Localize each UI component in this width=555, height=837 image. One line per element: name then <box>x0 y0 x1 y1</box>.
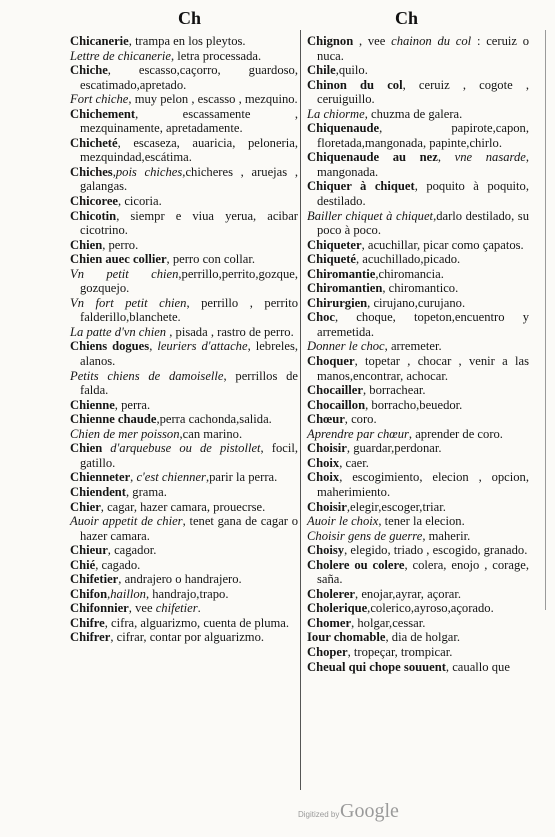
dictionary-entry <box>70 514 298 543</box>
dictionary-entry <box>70 441 298 470</box>
dictionary-entry <box>307 456 529 471</box>
dictionary-entry <box>70 630 298 645</box>
definition-text: , vee <box>353 34 392 48</box>
definition-text: ,colerico,ayroso,açorado. <box>367 601 494 616</box>
headword: Chiche <box>70 63 108 78</box>
dictionary-entry <box>70 616 298 631</box>
italic-phrase: chainon du col <box>391 34 472 48</box>
dictionary-entry <box>70 398 298 413</box>
headword: Choc <box>307 310 335 325</box>
dictionary-entry <box>70 107 298 136</box>
definition-text: . <box>197 601 201 616</box>
definition-text: , focil, gatillo. <box>80 441 298 470</box>
definition-text: , pisada , rastro de perro. <box>166 324 294 339</box>
definition-text: , aprender de coro. <box>408 426 503 441</box>
dictionary-entry <box>307 543 529 558</box>
dictionary-entry <box>307 63 529 78</box>
definition-text: , perra. <box>114 397 151 412</box>
dictionary-entry <box>70 49 298 64</box>
definition-text: , enojar,ayrar, açorar. <box>355 586 462 601</box>
headword: Chié <box>70 557 96 572</box>
definition-text: , tenet gana de cagar o hazer camara. <box>80 514 298 543</box>
headword: Choisir <box>307 499 347 514</box>
definition-text: , dia de holgar. <box>385 630 460 645</box>
definition-text: : ceruiz o nuca. <box>317 34 530 63</box>
headword: Chinon du col <box>307 77 403 92</box>
definition-text: ,chiromancia. <box>375 266 444 281</box>
headword: Chienne chaude <box>70 412 157 427</box>
dictionary-entry <box>307 339 529 354</box>
definition-text: , acuchillar, picar como çapatos. <box>361 237 524 252</box>
dictionary-entry <box>70 296 298 325</box>
headword: Chien auec collier <box>70 252 167 267</box>
running-head-right: Ch <box>395 8 419 28</box>
dictionary-entry <box>70 209 298 238</box>
dictionary-entry <box>307 441 529 456</box>
right-column <box>307 34 529 674</box>
dictionary-entry <box>307 238 529 253</box>
italic-phrase: vne nasarde <box>454 150 526 165</box>
headword: Chocaillon <box>307 397 366 412</box>
definition-text: , perrillo , perrito falderillo,blanchete. <box>80 295 298 325</box>
dictionary-entry <box>70 34 298 49</box>
headword: Chien <box>70 441 103 456</box>
dictionary-entry <box>70 427 298 442</box>
headword: Chiches <box>70 164 113 179</box>
dictionary-entry <box>70 369 298 398</box>
dictionary-entry <box>70 63 298 92</box>
definition-text: , <box>437 150 455 165</box>
headword: Cheual qui chope souuent <box>307 659 446 674</box>
definition-text: , grama. <box>125 484 167 499</box>
italic-phrase: Donner le choc <box>307 339 385 354</box>
italic-phrase: La patte d'vn chien <box>70 324 167 339</box>
dictionary-entry <box>307 558 529 587</box>
definition-text: , topetar , chocar , venir a las manos,encontrar, achocar. <box>317 354 529 383</box>
italic-phrase: c'est chienner <box>136 470 206 485</box>
dictionary-entry <box>307 252 529 267</box>
dictionary-entry <box>70 470 298 485</box>
definition-text: , handrajo,trapo. <box>145 586 229 601</box>
definition-text: , perro. <box>102 237 139 252</box>
dictionary-entry <box>307 34 529 63</box>
dictionary-entry <box>307 412 529 427</box>
left-column <box>70 34 298 645</box>
definition-text: , <box>112 164 116 179</box>
definition-text: , cagador. <box>107 543 157 558</box>
headword: Chiromantie <box>307 266 376 281</box>
definition-text: , mangonada. <box>317 150 529 179</box>
dictionary-entry <box>307 209 529 238</box>
headword: Chiqueté <box>307 252 356 267</box>
dictionary-entry <box>70 325 298 340</box>
headword: Cholerique <box>307 601 368 616</box>
definition-text: , lebreles, alanos. <box>80 339 299 369</box>
italic-phrase: Chien de mer poisson <box>70 426 180 441</box>
headword: Chœur <box>307 412 345 427</box>
dictionary-entry <box>70 238 298 253</box>
headword: Choix <box>307 455 340 470</box>
dictionary-entry <box>307 500 529 515</box>
headword: Chiquer à chiquet <box>307 179 415 194</box>
italic-phrase: d'arquebuse ou de pistollet <box>110 441 261 456</box>
dictionary-entry <box>307 645 529 660</box>
dictionary-entry <box>307 121 529 150</box>
dictionary-entry <box>70 165 298 194</box>
headword: Chifon <box>70 586 108 601</box>
italic-phrase: chifetier <box>155 601 198 616</box>
dictionary-entry <box>70 572 298 587</box>
headword: Chier <box>70 499 101 514</box>
italic-phrase: pois chiches <box>115 164 183 179</box>
dictionary-entry <box>70 601 298 616</box>
headword: Chiquenaude <box>307 121 380 136</box>
headword: Chignon <box>307 34 354 48</box>
dictionary-entry <box>307 107 529 122</box>
dictionary-entry <box>307 383 529 398</box>
dictionary-entry <box>307 470 529 499</box>
dictionary-entry <box>307 281 529 296</box>
definition-text: ,quilo. <box>335 63 368 78</box>
headword: Chifetier <box>70 572 119 587</box>
headword: Chienne <box>70 397 115 412</box>
dictionary-entry <box>307 398 529 413</box>
dictionary-entry <box>307 296 529 311</box>
definition-text: ,darlo destilado, su poco à poco. <box>317 208 529 238</box>
dictionary-entry <box>70 558 298 573</box>
headword: Chieur <box>70 543 108 558</box>
headword: Chicotin <box>70 208 117 223</box>
definition-text: , cirujano,curujano. <box>367 295 466 310</box>
headword: Chiqueter <box>307 237 362 252</box>
dictionary-entry <box>70 194 298 209</box>
italic-phrase: La chiorme <box>307 106 365 121</box>
headword: Choquer <box>307 354 355 369</box>
column-rule <box>300 30 301 790</box>
definition-text: , cauallo que <box>445 659 510 674</box>
definition-text: , perrillos de falda. <box>80 368 298 398</box>
digitization-mark <box>298 800 418 826</box>
headword: Chienneter <box>70 470 131 485</box>
dictionary-entry <box>307 660 529 675</box>
definition-text: , <box>130 470 137 485</box>
dictionary-entry <box>70 136 298 165</box>
headword: Chiendent <box>70 484 126 499</box>
definition-text: , guardar,perdonar. <box>346 441 442 456</box>
definition-text: , escasso,caçorro, guardoso, escatimado,apretado. <box>80 63 298 92</box>
dictionary-entry <box>70 92 298 107</box>
definition-text: , maherir. <box>422 528 471 543</box>
definition-text: , cifrar, contar por alguarizmo. <box>110 630 265 645</box>
definition-text: , borrachear. <box>362 383 426 398</box>
italic-phrase: Vn fort petit chien <box>70 295 187 310</box>
dictionary-entry <box>70 267 298 296</box>
definition-text: , colera, enojo , corage, saña. <box>317 557 529 587</box>
dictionary-entry <box>307 267 529 282</box>
italic-phrase: leuriers d'attache <box>157 339 248 354</box>
definition-text: , papirote,capon, floretada,mangonada, papinte,chirlo. <box>317 121 529 150</box>
dictionary-entry <box>70 500 298 515</box>
headword: Chiromantien <box>307 281 383 296</box>
headword: Chicoree <box>70 194 119 209</box>
headword: Chiquenaude au nez <box>307 150 438 165</box>
dictionary-entry <box>307 529 529 544</box>
definition-text: , elegido, triado , escogido, granado. <box>344 543 528 558</box>
headword: Chichement <box>70 106 136 121</box>
italic-phrase: Fort chiche <box>70 92 129 107</box>
italic-phrase: Petits chiens de damoiselle <box>70 368 224 383</box>
definition-text: , cicoria. <box>118 194 162 209</box>
headword: Chifrer <box>70 630 111 645</box>
definition-text: , <box>149 339 158 354</box>
definition-text: ,perrillo,perrito,gozque, gozquejo. <box>80 266 298 296</box>
italic-phrase: Lettre de chicanerie <box>70 48 171 63</box>
dictionary-entry <box>70 252 298 267</box>
italic-phrase: Choisir gens de guerre <box>307 528 423 543</box>
definition-text: , arremeter. <box>384 339 442 354</box>
definition-text: , muy pelon , escasso , mezquino. <box>128 92 298 107</box>
definition-text: , caer. <box>339 455 369 470</box>
italic-phrase: Auoir appetit de chier <box>70 514 183 529</box>
definition-text: , escogimiento, elecion , opcion, maherimiento. <box>317 470 529 499</box>
definition-text: , trampa en los pleytos. <box>128 34 246 48</box>
definition-text: , chuzma de galera. <box>364 106 463 121</box>
definition-text: , letra processada. <box>170 48 262 63</box>
definition-text: , choque, topeton,encuentro y arremetida. <box>317 310 529 339</box>
dictionary-entry <box>70 587 298 602</box>
definition-text: , chiromantico. <box>382 281 459 296</box>
definition-text: , tropeçar, trompicar. <box>347 644 453 659</box>
headword: Chocailler <box>307 383 363 398</box>
definition-text: , acuchillado,picado. <box>355 252 461 267</box>
headword: Chifre <box>70 615 105 630</box>
headword: Choisir <box>307 441 347 456</box>
dictionary-entry <box>307 427 529 442</box>
dictionary-entry <box>307 616 529 631</box>
definition-text: , cifra, alguarizmo, cuenta de pluma. <box>104 615 290 630</box>
headword: Chien <box>70 237 103 252</box>
headword: Choisy <box>307 543 345 558</box>
page-edge <box>545 30 546 610</box>
definition-text: , perro con collar. <box>166 252 256 267</box>
definition-text: ,chicheres , aruejas , galangas. <box>80 164 298 194</box>
definition-text: , tener la elecion. <box>378 514 465 529</box>
dictionary-entry <box>307 630 529 645</box>
italic-phrase: Vn petit chien <box>70 266 179 281</box>
definition-text: , andrajero o handrajero. <box>118 572 242 587</box>
headword: Chicheté <box>70 135 118 150</box>
definition-text: , escaseza, auaricia, peloneria, mezquindad,escátima. <box>80 135 298 165</box>
definition-text: , holgar,cessar. <box>351 615 426 630</box>
definition-text: , poquito à poquito, destilado. <box>317 179 529 209</box>
headword: Chicanerie <box>70 34 129 48</box>
definition-text: , <box>107 586 111 601</box>
dictionary-entry <box>307 354 529 383</box>
headword: Chomer <box>307 615 352 630</box>
definition-text: , ceruiz , cogote , ceruiguillo. <box>317 77 529 107</box>
headword: Chirurgien <box>307 295 368 310</box>
headword: Iour chomable <box>307 630 386 645</box>
headword: Choix <box>307 470 340 485</box>
headword: Cholerer <box>307 586 356 601</box>
dictionary-entry <box>70 485 298 500</box>
dictionary-entry <box>307 150 529 179</box>
dictionary-entry <box>307 78 529 107</box>
definition-text: , siempr e viua yerua, acibar cicotrino. <box>80 208 298 238</box>
headword: Chile <box>307 63 336 78</box>
dictionary-entry <box>307 587 529 602</box>
definition-text: , cagado. <box>95 557 141 572</box>
dictionary-entry <box>307 601 529 616</box>
definition-text: , vee <box>128 601 156 616</box>
definition-text: ,parir la perra. <box>205 470 278 485</box>
definition-text: ,elegir,escoger,triar. <box>346 499 446 514</box>
definition-text: ,can marino. <box>179 426 243 441</box>
definition-text: , borracho,beuedor. <box>365 397 463 412</box>
italic-phrase: Auoir le choix <box>307 514 379 529</box>
headword: Cholere ou colere <box>307 557 405 572</box>
headword: Choper <box>307 644 348 659</box>
definition-text: , coro. <box>344 412 377 427</box>
definition-text: ,perra cachonda,salida. <box>156 412 272 427</box>
headword: Chiens dogues <box>70 339 150 354</box>
dictionary-entry <box>307 179 529 208</box>
italic-phrase: Aprendre par chœur <box>307 426 409 441</box>
dictionary-entry <box>70 412 298 427</box>
definition-text: , escassamente , mezquinamente, apretadamente. <box>80 106 298 136</box>
dictionary-entry <box>307 514 529 529</box>
running-head-left: Ch <box>178 8 202 28</box>
digitized-by-text: Digitized by <box>298 810 340 819</box>
italic-phrase: Bailler chiquet à chiquet <box>307 208 434 223</box>
dictionary-entry <box>70 543 298 558</box>
definition-text: , cagar, hazer camara, prouecrse. <box>100 499 266 514</box>
italic-phrase: haillon <box>110 586 146 601</box>
headword: Chifonnier <box>70 601 129 616</box>
dictionary-entry <box>307 310 529 339</box>
dictionary-entry <box>70 339 298 368</box>
google-logo: Google <box>340 800 399 822</box>
